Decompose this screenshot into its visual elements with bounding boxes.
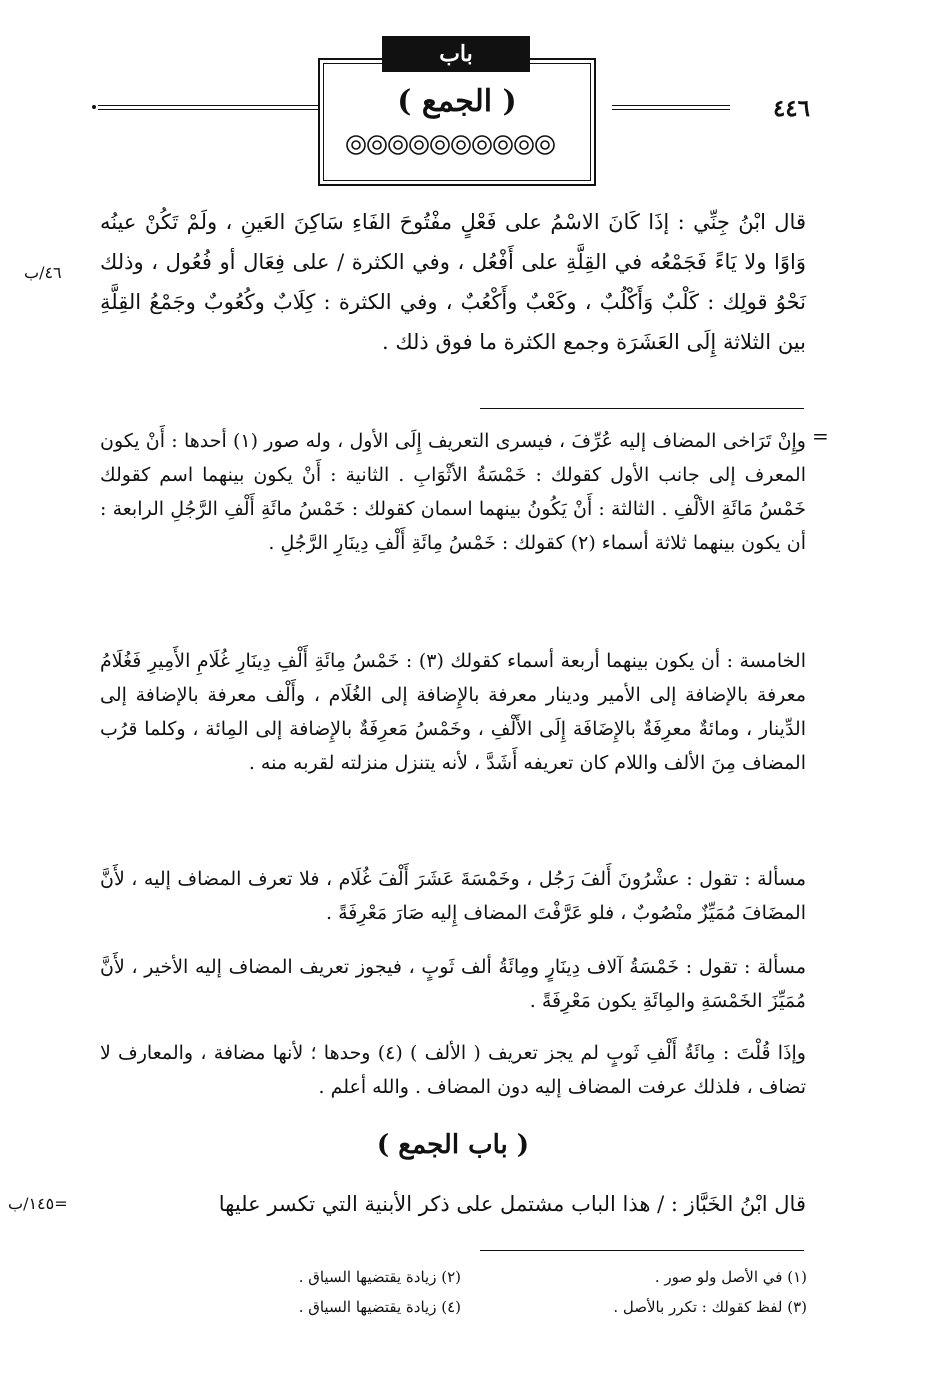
footnote-separator-rule (480, 1250, 804, 1251)
header-rule-right (612, 105, 730, 110)
commentary-paragraph-1: وإِنْ تَرَاخى المضاف إليه عُرِّفَ ، فيسرى التعريف إِلَى الأول ، وله صور (١) أحدها : أَنْ يكون المعرف إلى جانب الأول كقولك : خَمْسَةُ الأثْوَابِ . الثانية : أَنْ يكون بينهما اسم كقولك خَمْسُ مَائَةِ الألْفِ . الثالثة : أَنْ يَكُونُ بينهما اسمان كقولك : خَمْسُ مائَةِ أَلْفِ الرَّجُلِ الرابعة : أن يكون بينهما ثلاثة أسماء (٢) كقولك : خَمْسُ مِائَةِ أَلْفِ دِينَارِ الرَّجُلِ . (100, 430, 806, 554)
continuation-mark: = (812, 424, 829, 448)
margin-folio-note: ٤٦/ب (24, 263, 62, 282)
chapter-tab: باب (382, 36, 530, 72)
text-separator-rule (480, 408, 804, 409)
section-margin-note: =١٤٥/ب (8, 1194, 68, 1213)
header-rule-left (98, 105, 320, 110)
commentary-paragraph-2: الخامسة : أن يكون بينهما أربعة أسماء كقولك (٣) : خَمْسُ مِائَةِ أَلْفِ دِينَارِ غُلَامِ الأَمِيرِ فَغُلَامُ معرفة بالإضافة إلى الأمير ودينار معرفة بالإِضافة إلى الغُلَام ، وأَلْف معرفة بالإضافة إلى الدِّينار ، ومائةٌ معرِفَةٌ بالإِضَافَة إِلَى الأَلْفِ ، وخَمْسُ مَعرِفَةٌ بالإِضافة إلى المِائة ، وكلما قرُب المضاف مِنَ الألف واللام كان تعريفه أَشَدَّ ، لأنه يتنزل منزلته لقربه منه . (100, 650, 806, 774)
footnote-1: (١) في الأصل ولو صور . (654, 1268, 807, 1286)
commentary-paragraph-5: وإذَا قُلْتَ : مِائَةُ أَلْفِ ثَوبٍ لم يجز تعريف ( الألف ) (٤) وحدها ؛ لأنها مضافة ، والمعارف لا تضاف ، فلذلك عرفت المضاف إليه دون المضاف . والله أعلم . (100, 1042, 806, 1098)
commentary-paragraph-3: مسألة : تقول : عشْرُونَ أَلفَ رَجُل ، وخَمْسَةَ عَشَرَ أَلْفَ غُلَام ، فلا تعرف المضاف إليه ، لأَنَّ المضَافَ مُمَيِّزٌ منْصُوبٌ ، فلو عَرَّفْتَ المضاف إِليه صَارَ مَعْرِفَةً . (100, 868, 806, 924)
section-paragraph: قال ابْنُ الخَبَّاز : / هذا الباب مشتمل على ذكر الأبنية التي تكسر عليها (218, 1192, 806, 1216)
commentary-paragraph-4: مسألة : تقول : خَمْسَةُ آلاف دِينَارٍ ومِائَةُ ألف ثَوبٍ ، فيجوز تعريف المضاف إليه الأخير ، لأَنَّ مُمَيِّزَ الخَمْسَةِ والمِائَةِ يكون مَعْرِفَةً . (100, 956, 806, 1012)
footnote-4: (٤) زيادة يقتضيها السياق . (298, 1298, 461, 1316)
section-heading: ( باب الجمع ) (376, 1130, 530, 1160)
page-number: ٤٤٦ (772, 95, 810, 122)
ornament-border-icon (344, 132, 568, 158)
footnote-2: (٢) زيادة يقتضيها السياق . (298, 1268, 461, 1286)
chapter-title: ( الجمع ) (397, 84, 517, 119)
main-paragraph: قال ابْنُ جِنِّي : إذَا كَانَ الاسْمُ على فَعْلٍ مفْتُوحَ الفَاءِ سَاكِنَ العَينِ ، ولَمْ تَكُنْ عينُه وَاوًا ولا يَاءً فَجَمْعُه في القِلَّةِ على أَفْعُل ، وفي الكثرة / على فِعَال أو فُعُول ، وذلك نَحْوُ قولِك : كَلْبٌ وَأَكْلُبٌ ، وكَعْبٌ وأَكْعُبٌ ، وفي الكثرة : كِلَابٌ وكُعُوبٌ وجَمْعُ القِلَّةِ بين الثلاثة إِلَى العَشَرَة وجمع الكثرة ما فوق ذلك . (100, 210, 806, 354)
footnote-3: (٣) لفظ كقولك : تكرر بالأصل . (613, 1298, 807, 1316)
